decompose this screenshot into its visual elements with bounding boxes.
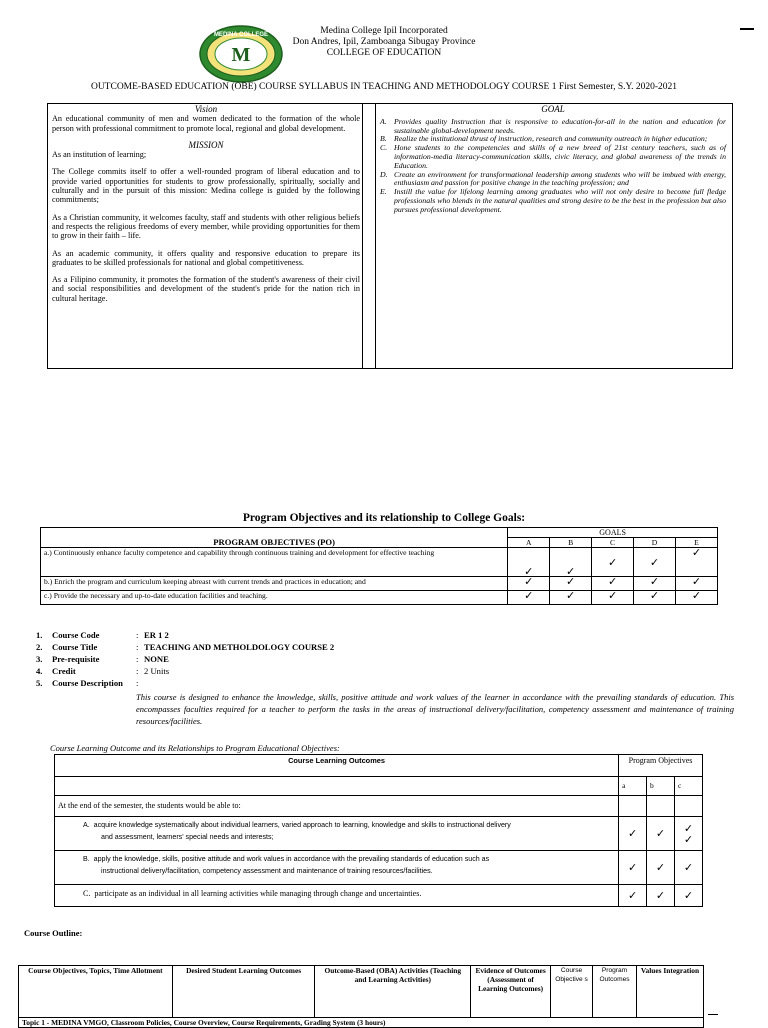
goal-text: Instill the value for lifelong learning among graduates who will not only desire to become full fledge professionals who blends in the natural qualities and strong desire to be the best in the profession but also pursues professional development.: [394, 187, 726, 214]
course-title-value: TEACHING AND METHOLDOLOGY COURSE 2: [144, 642, 335, 652]
course-learning-outcomes-table: [54, 754, 703, 907]
outline-topic-row: Topic 1 - MEDINA VMGO, Classroom Policies, Course Overview, Course Requirements, Grading System (3 hours): [19, 1018, 704, 1028]
goal-text: Create an environment for transformational leadership among students who will be imbued with energy, enthusiasm and passion for positive change in the teaching profession; and: [394, 169, 726, 188]
colon: :: [136, 654, 139, 664]
goal-letter: D.: [380, 169, 388, 179]
goal-letter: B.: [380, 134, 387, 144]
clo-outcome: [55, 817, 619, 851]
po-col-header: c: [675, 777, 703, 796]
check-mark: ✓: [683, 821, 694, 835]
po-col-header: a: [619, 777, 647, 796]
colon: :: [136, 666, 139, 676]
check-mark: ✓: [634, 591, 676, 605]
goal-column: [380, 105, 726, 215]
goal-item: [380, 188, 726, 214]
credit-value: 2 Units: [144, 666, 170, 676]
outline-header: Desired Student Learning Outcomes: [172, 966, 315, 1018]
outline-header: Outcome-Based (OBA) Activities (Teaching and Learning Activities): [315, 966, 471, 1018]
goal-col-header: B: [550, 538, 592, 548]
table-row: [41, 528, 718, 538]
goal-letter: A.: [380, 116, 387, 126]
empty-cell: [675, 796, 703, 817]
table-row: [19, 966, 704, 1018]
item-number: 3.: [36, 654, 43, 664]
clo-text: apply the knowledge, skills, positive attitude and work values in accordance with the prevailing standards of education such as: [93, 855, 490, 863]
check-mark: ✓: [550, 548, 592, 577]
empty-cell: [647, 796, 675, 817]
goal-text: Realize the institutional thrust of instruction, research and community outreach in higher education;: [394, 134, 708, 144]
check-mark: ✓: [550, 591, 592, 605]
check-mark: ✓: [619, 851, 647, 885]
table-row: [55, 851, 703, 885]
clo-text: and assessment, learners' special needs and interests;: [101, 833, 274, 841]
colon: :: [136, 630, 139, 640]
clo-text: participate as an individual in all learning activities while managing through change and uncertainties.: [94, 889, 422, 898]
check-mark: ✓: [550, 577, 592, 591]
course-outline-table: [18, 965, 704, 1028]
box-divider: [375, 103, 376, 368]
mission-paragraph: As a Filipino community, it promotes the formation of the student's awareness of their civil and social responsibilities and development of the student's pride for the nation rich in cultural heritage.: [52, 275, 360, 303]
table-row: [55, 885, 703, 907]
vision-text: An educational community of men and women dedicated to the formation of the whole person with professional commitment to promote local, regional and global development.: [52, 114, 360, 133]
table-row: [55, 755, 703, 777]
goal-text: Provides quality Instruction that is responsive to education-for-all in the nation and education for sustainable global-development needs.: [394, 116, 726, 135]
check-mark: ✓: [647, 851, 675, 885]
goal-list: [380, 118, 726, 215]
mission-paragraph: As an academic community, it offers quality and responsive education to prepare its graduates to be skilled professionals for national and global competitiveness.: [52, 248, 360, 267]
prerequisite-label: Pre-requisite: [52, 654, 100, 664]
letterhead: [0, 26, 768, 59]
course-title-label: Course Title: [52, 642, 98, 652]
po-col-header: b: [647, 777, 675, 796]
outline-header: Course Objective s: [551, 966, 593, 1018]
clo-intro: At the end of the semester, the students would be able to:: [55, 796, 619, 817]
prerequisite-value: NONE: [144, 654, 169, 664]
table-row: [55, 796, 703, 817]
table-row: [55, 777, 703, 796]
vision-heading: Vision: [194, 104, 218, 114]
syllabus-title: OUTCOME-BASED EDUCATION (OBE) COURSE SYLLABUS IN TEACHING AND METHODOLOGY COURSE 1 First Semester, S.Y. 2020-2021: [90, 82, 678, 92]
svg-text:M: M: [231, 44, 251, 66]
clo-letter: A.: [83, 821, 90, 829]
credit-label: Credit: [52, 666, 76, 676]
check-mark-pair: [675, 817, 703, 851]
table-row: [19, 1018, 704, 1028]
check-mark: ✓: [675, 885, 703, 907]
check-mark: ✓: [619, 817, 647, 851]
outline-header: Course Objectives, Topics, Time Allotment: [19, 966, 173, 1018]
institution-address: Don Andres, Ipil, Zamboanga Sibugay Province: [292, 37, 476, 47]
goal-item: [380, 118, 726, 136]
course-description-label: Course Description: [52, 678, 123, 688]
check-mark: ✓: [647, 817, 675, 851]
institution-name: Medina College Ipil Incorporated: [320, 26, 448, 36]
goal-letter: C.: [380, 143, 388, 153]
colon: :: [136, 642, 139, 652]
outline-header: Evidence of Outcomes (Assessment of Learning Outcomes): [471, 966, 551, 1018]
empty-cell: [619, 796, 647, 817]
check-mark: ✓: [508, 577, 550, 591]
po-header: Program Objectives: [619, 755, 703, 777]
clo-heading: Course Learning Outcome and its Relationships to Program Educational Objectives:: [50, 743, 340, 753]
check-mark: ✓: [675, 591, 717, 605]
item-number: 2.: [36, 642, 43, 652]
clo-outcome: [55, 851, 619, 885]
goal-col-header: C: [592, 538, 634, 548]
check-mark: ✓: [634, 548, 676, 577]
item-number: 4.: [36, 666, 43, 676]
svg-text:MEDINA COLLEGE: MEDINA COLLEGE: [213, 32, 269, 38]
check-mark: ✓: [592, 577, 634, 591]
clo-text: instructional delivery/facilitation, competency assessment and maintenance of training resources/facilities.: [101, 867, 433, 875]
goal-letter: E.: [380, 187, 387, 197]
check-mark: ✓: [634, 577, 676, 591]
check-mark: ✓: [683, 832, 694, 846]
vision-mission-column: [52, 105, 360, 311]
goal-item: [380, 144, 726, 170]
mission-paragraph: The College commits itself to offer a well-rounded program of liberal education and to provide varied opportunities for students to grow professionally, spiritually, socially and culturally and in the pursuit of this mission: Medina college is guided by the following commitments;: [52, 167, 360, 205]
college-name: COLLEGE OF EDUCATION: [326, 48, 442, 58]
empty-cell: [55, 777, 619, 796]
item-number: 5.: [36, 678, 43, 688]
outline-header: Values Integration: [637, 966, 704, 1018]
po-text: a.) Continuously enhance faculty competence and capability through continuous training and development for effective teaching: [41, 548, 508, 577]
item-number: 1.: [36, 630, 43, 640]
clo-text: acquire knowledge systematically about individual learners, varied approach to learning, knowledge and skills to instructional delivery: [93, 821, 511, 829]
check-mark: ✓: [508, 548, 550, 577]
clo-letter: C.: [83, 889, 91, 898]
mission-intro: As an institution of learning;: [52, 150, 147, 160]
page-marker-dash: [708, 1014, 718, 1015]
course-description-text: This course is designed to enhance the knowledge, skills, positive attitude and work values of the learner in accordance with the prevailing standards of education. This encompasses faculties required for a teacher to perform the tasks in the areas of instructional delivery/facilitation, competency assessment and maintenance of training resources/facilities.: [136, 692, 734, 726]
check-mark: ✓: [592, 548, 634, 577]
mission-paragraph: As a Christian community, it welcomes faculty, staff and students with other religious beliefs and respects the religious freedoms of every member, while providing opportunities for them to grow in their faith – life.: [52, 212, 360, 241]
goal-heading: GOAL: [541, 104, 565, 114]
table-row: [55, 817, 703, 851]
goal-text: Hone students to the competencies and skills of a new breed of 21st century teachers, such as of information-media literacy-communication skills, civic literacy, and global awareness of the trends in Education.: [394, 143, 726, 170]
box-divider: [362, 103, 363, 368]
goals-header: GOALS: [508, 528, 718, 538]
clo-letter: B.: [83, 855, 90, 863]
goal-item: [380, 171, 726, 189]
check-mark: ✓: [647, 885, 675, 907]
po-text: b.) Enrich the program and curriculum keeping abreast with current trends and practices in education; and: [41, 577, 508, 591]
check-mark: ✓: [619, 885, 647, 907]
goal-col-header: E: [675, 538, 717, 548]
mission-heading: MISSION: [188, 139, 224, 150]
goal-col-header: D: [634, 538, 676, 548]
check-mark: ✓: [592, 591, 634, 605]
colon: :: [136, 678, 139, 688]
table-row: [41, 591, 718, 605]
clo-outcome: [55, 885, 619, 907]
clo-column-header: Course Learning Outcomes: [55, 755, 619, 777]
course-code-label: Course Code: [52, 630, 100, 640]
course-code-value: ER 1 2: [144, 630, 169, 640]
po-column-header: PROGRAM OBJECTIVES (PO): [41, 528, 508, 548]
check-mark: ✓: [675, 851, 703, 885]
po-text: c.) Provide the necessary and up-to-date education facilities and teaching.: [41, 591, 508, 605]
outline-header: Program Outcomes: [593, 966, 637, 1018]
program-objectives-title: Program Objectives and its relationship to College Goals:: [242, 512, 526, 524]
check-mark: ✓: [675, 577, 717, 591]
table-row: [41, 548, 718, 577]
course-outline-label: Course Outline:: [24, 928, 83, 938]
check-mark: ✓: [675, 548, 717, 577]
check-mark: ✓: [508, 591, 550, 605]
program-objectives-table: [40, 527, 718, 605]
goal-col-header: A: [508, 538, 550, 548]
